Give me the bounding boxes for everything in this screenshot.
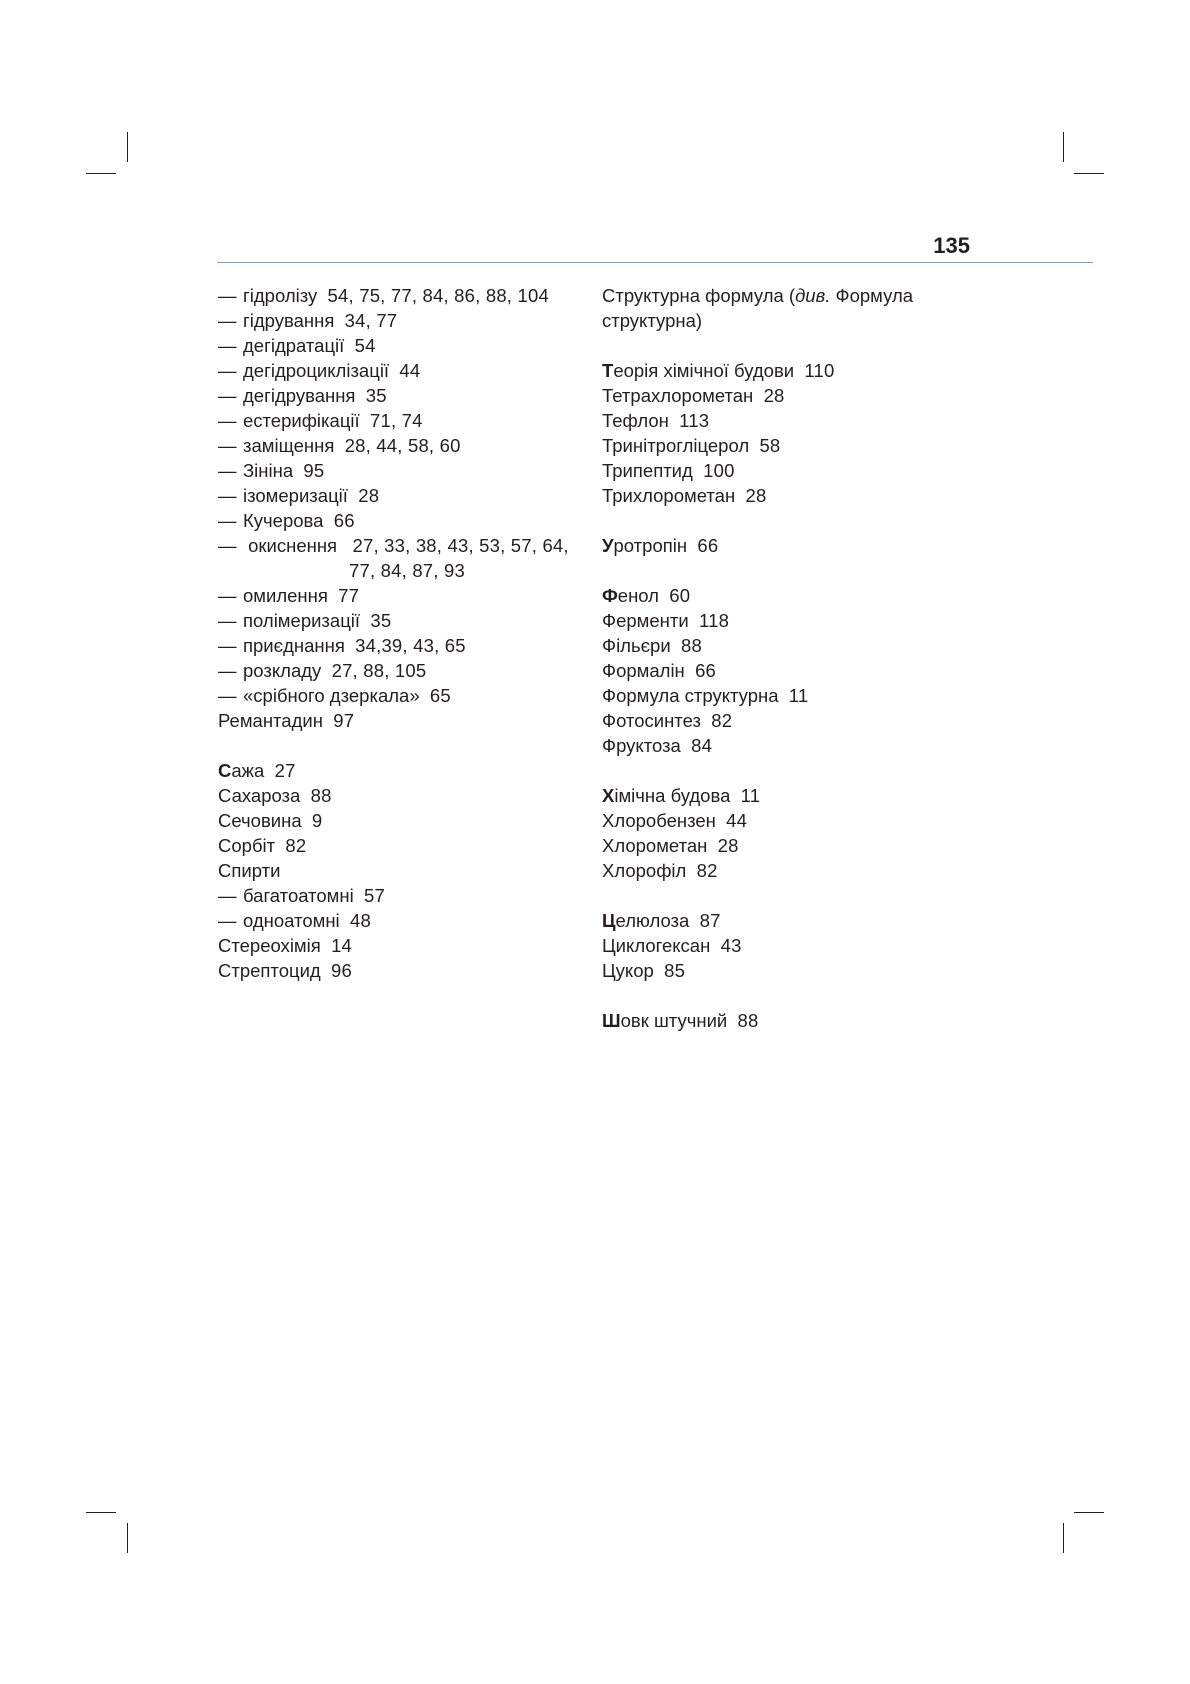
group-spacer [602, 758, 1002, 783]
crop-mark-bottom-left-vertical [127, 1523, 128, 1553]
crop-mark-top-left-horizontal [86, 173, 116, 174]
index-entry: Сахароза 88 [218, 785, 332, 806]
index-right-column [602, 283, 1002, 1033]
index-entry: — гідрування 34, 77 [218, 310, 398, 331]
index-entry: Тринітрогліцерол 58 [602, 435, 781, 456]
index-entry: — гідролізу 54, 75, 77, 84, 86, 88, 104 [218, 285, 549, 306]
crop-mark-top-left-vertical [127, 132, 128, 162]
index-entry: — омилення 77 [218, 585, 360, 606]
crop-mark-bottom-right-horizontal [1074, 1512, 1104, 1513]
index-entry: Целюлоза 87 [602, 910, 721, 931]
header-rule [217, 262, 1093, 263]
index-entry: Хлорометан 28 [602, 835, 739, 856]
index-entry: Фруктоза 84 [602, 735, 713, 756]
index-entry: Стрептоцид 96 [218, 960, 352, 981]
index-entry-continuation: структурна) [602, 310, 703, 331]
index-entry: Хлорофіл 82 [602, 860, 718, 881]
index-entry: Ремантадин 97 [218, 710, 355, 731]
index-entry: Хлоробензен 44 [602, 810, 748, 831]
group-spacer [602, 508, 1002, 533]
index-entry: — одноатомні 48 [218, 910, 371, 931]
group-spacer [602, 883, 1002, 908]
index-entry: — Зініна 95 [218, 460, 325, 481]
index-entry: Тефлон 113 [602, 410, 710, 431]
index-entry: — дегідратації 54 [218, 335, 376, 356]
index-entry: — «срібного дзеркала» 65 [218, 685, 451, 706]
crop-mark-top-right-horizontal [1074, 173, 1104, 174]
index-entry: Фотосинтез 82 [602, 710, 733, 731]
index-entry: Сажа 27 [218, 760, 296, 781]
index-entry: — естерифікації 71, 74 [218, 410, 423, 431]
index-entry: Стереохімія 14 [218, 935, 353, 956]
crop-mark-bottom-right-vertical [1063, 1523, 1064, 1553]
index-entry: — ізомеризації 28 [218, 485, 380, 506]
index-entry: Спирти [218, 860, 281, 881]
group-spacer [602, 558, 1002, 583]
index-entry: Сечовина 9 [218, 810, 323, 831]
index-entry: Фенол 60 [602, 585, 691, 606]
index-entry-structural-formula: Структурна формула (див. Формула [602, 285, 914, 306]
index-entry: Циклогексан 43 [602, 935, 742, 956]
index-entry: Сорбіт 82 [218, 835, 307, 856]
page-number: 135 [933, 233, 970, 258]
index-entry: Цукор 85 [602, 960, 686, 981]
index-entry: — розкладу 27, 88, 105 [218, 660, 427, 681]
index-entry: — приєднання 34,39, 43, 65 [218, 635, 466, 656]
group-spacer [602, 333, 1002, 358]
index-left-column [218, 283, 588, 983]
group-spacer [602, 983, 1002, 1008]
index-entry: Теорія хімічної будови 110 [602, 360, 835, 381]
index-entry: — дегідроциклізації 44 [218, 360, 421, 381]
index-entry: Формула структурна 11 [602, 685, 809, 706]
index-entry: — багатоатомні 57 [218, 885, 385, 906]
index-entry: — дегідрування 35 [218, 385, 387, 406]
index-entry: Уротропін 66 [602, 535, 719, 556]
group-spacer [218, 733, 588, 758]
index-entry: Фільєри 88 [602, 635, 702, 656]
index-entry: — полімеризації 35 [218, 610, 392, 631]
index-entry: Формалін 66 [602, 660, 717, 681]
index-entry-continuation: 77, 84, 87, 93 [349, 560, 465, 581]
index-entry: Шовк штучний 88 [602, 1010, 759, 1031]
index-entry: Хімічна будова 11 [602, 785, 761, 806]
crop-mark-top-right-vertical [1063, 132, 1064, 162]
index-entry: Ферменти 118 [602, 610, 730, 631]
index-entry: — Кучерова 66 [218, 510, 355, 531]
crop-mark-bottom-left-horizontal [86, 1512, 116, 1513]
index-entry: — окиснення 27, 33, 38, 43, 53, 57, 64, [218, 535, 569, 556]
index-entry: — заміщення 28, 44, 58, 60 [218, 435, 461, 456]
index-entry: Трихлорометан 28 [602, 485, 767, 506]
index-entry: Тетрахлорометан 28 [602, 385, 785, 406]
index-entry: Трипептид 100 [602, 460, 735, 481]
